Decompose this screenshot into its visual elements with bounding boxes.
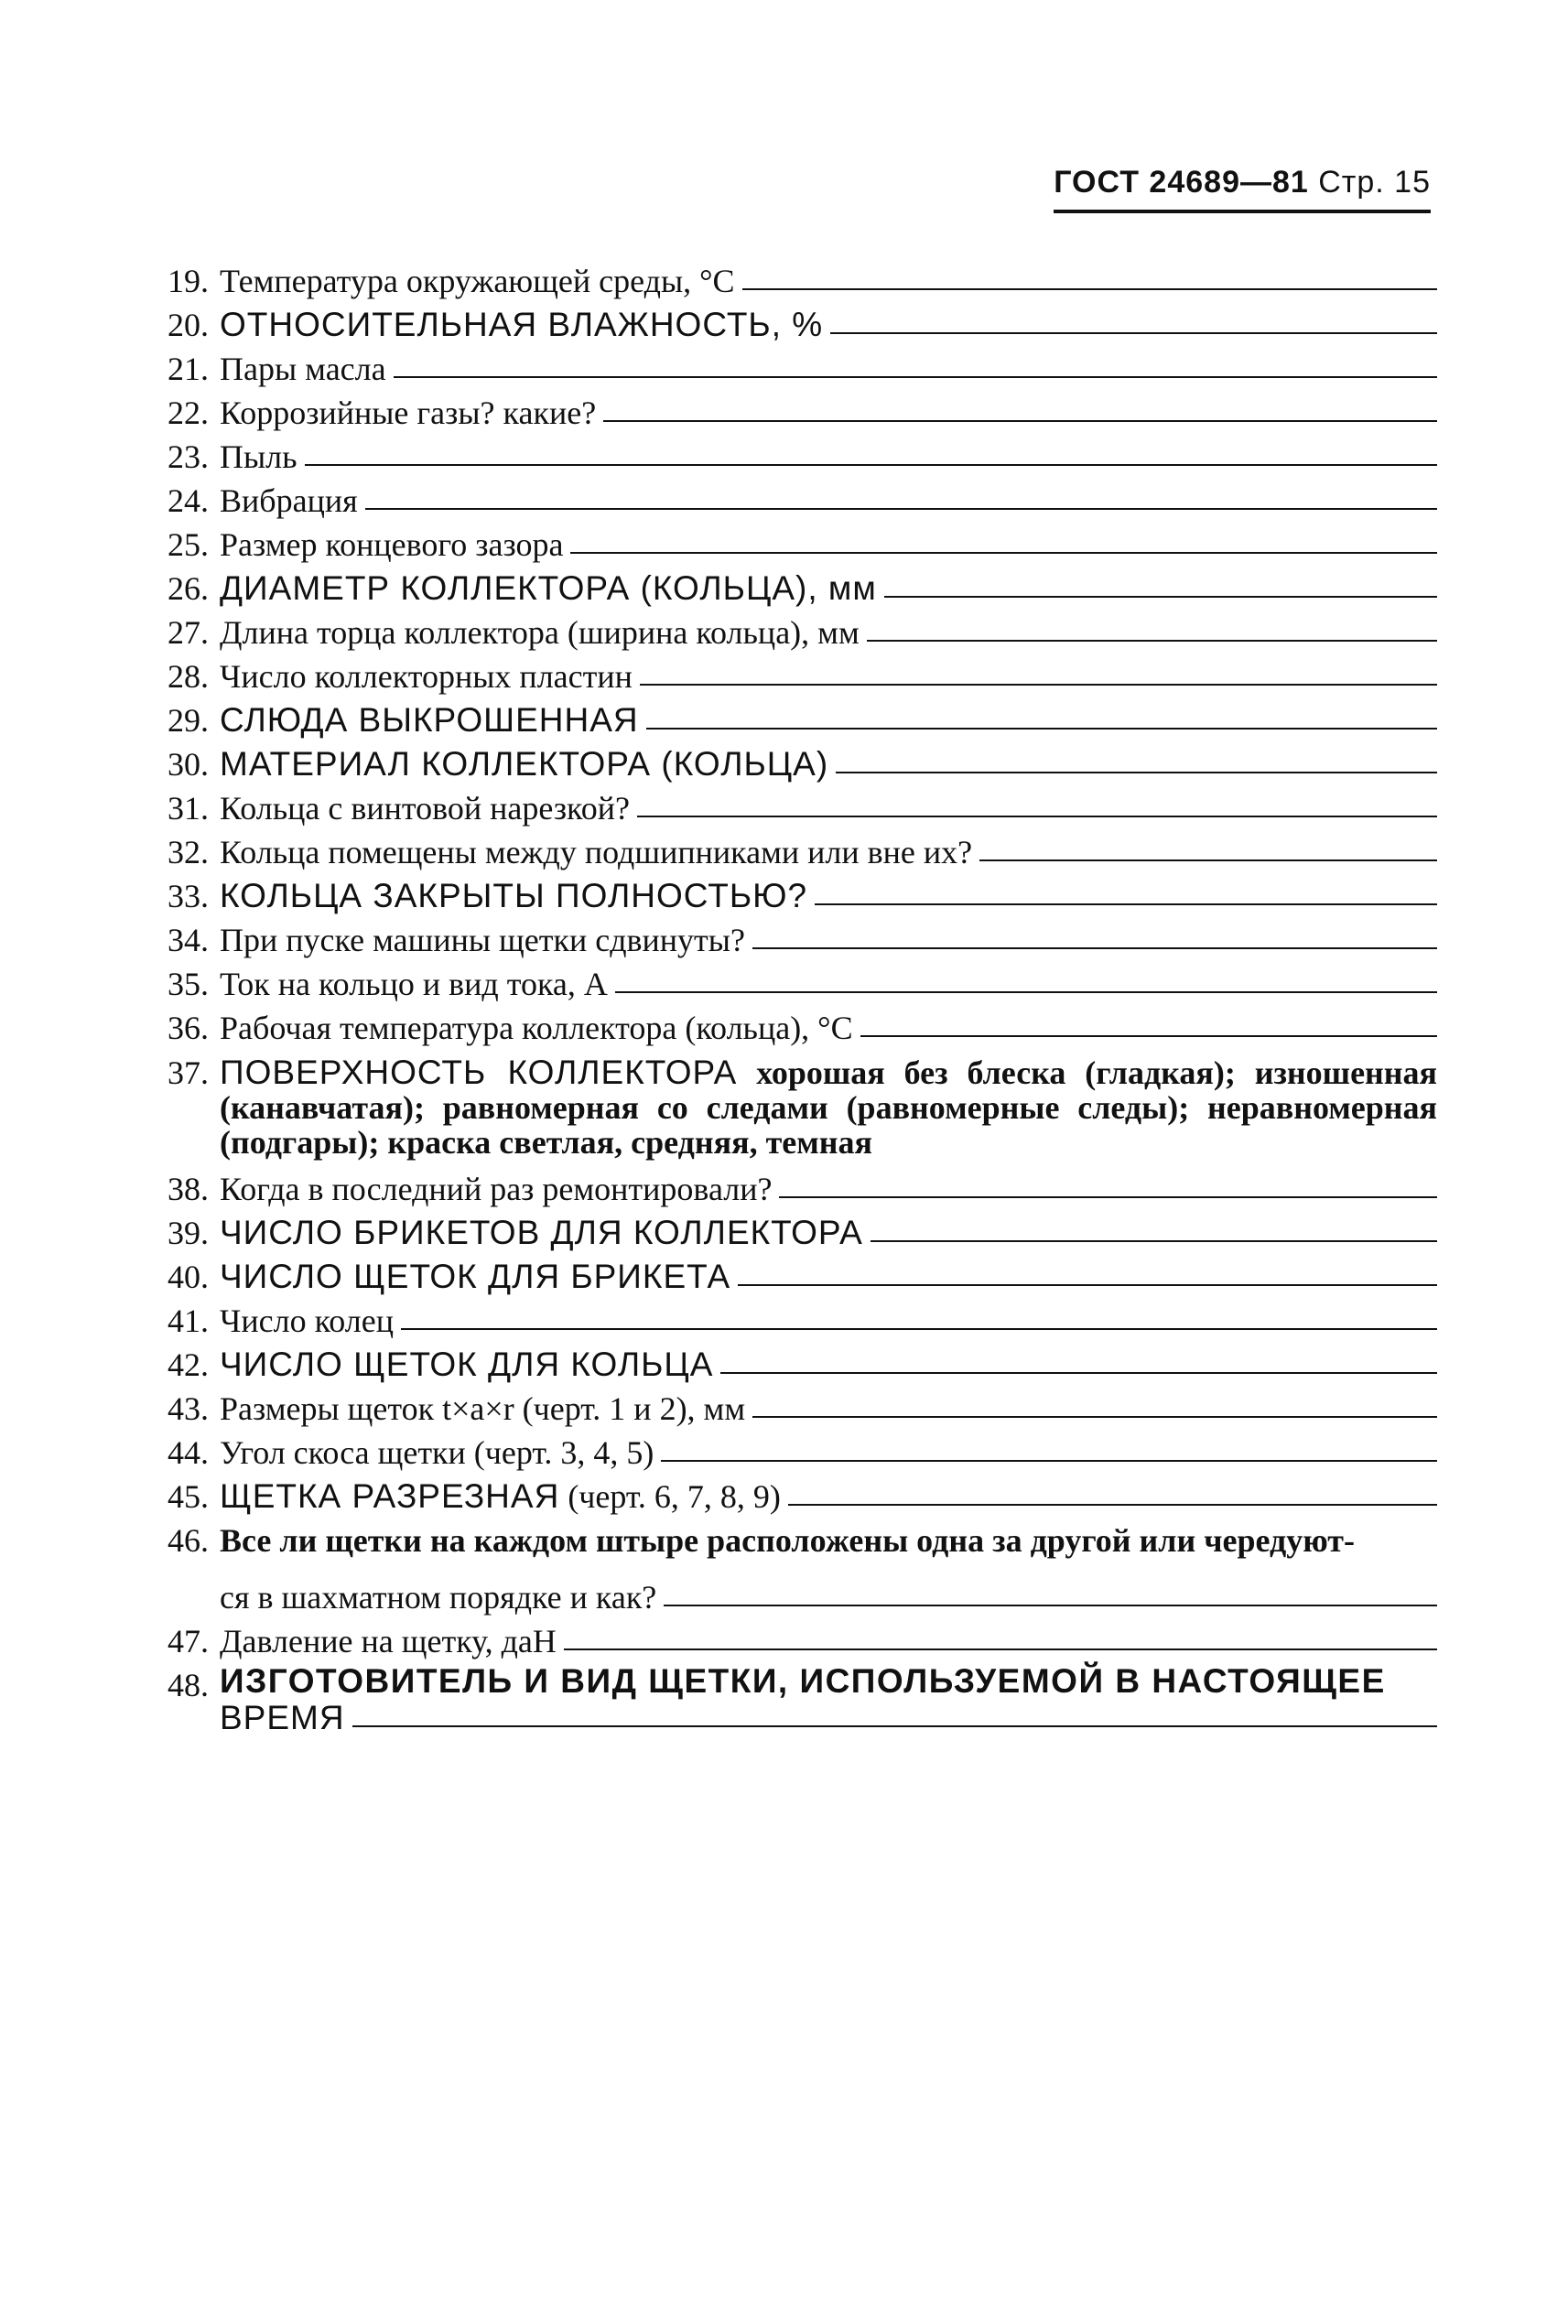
list-item: [146, 1006, 1437, 1050]
answer-line[interactable]: [352, 1724, 1437, 1727]
answer-line[interactable]: [646, 727, 1437, 730]
list-item: [146, 1387, 1437, 1431]
answer-line[interactable]: [752, 1415, 1437, 1418]
answer-line[interactable]: [867, 639, 1437, 642]
item-label: Температура окружающей среды, °С: [220, 263, 735, 299]
item-label: Когда в последний раз ремонтировали?: [220, 1171, 773, 1207]
page-number: Стр. 15: [1318, 165, 1431, 200]
item-number: 24.: [168, 482, 209, 519]
list-item: [146, 1663, 1437, 1736]
item-label-continued: ВРЕМЯ: [220, 1699, 345, 1736]
item-label: ИЗГОТОВИТЕЛЬ И ВИД ЩЕТКИ, ИСПОЛЬЗУЕМОЙ В НАСТОЯЩЕЕ: [220, 1662, 1386, 1700]
list-item: [146, 1055, 1437, 1160]
item-number: 19.: [168, 263, 209, 299]
answer-line[interactable]: [871, 1239, 1437, 1242]
item-label: Ток на кольцо и вид тока, А: [220, 966, 608, 1002]
list-item: [146, 435, 1437, 479]
answer-line[interactable]: [305, 463, 1437, 466]
list-item: [146, 698, 1437, 742]
list-item: [146, 1299, 1437, 1343]
item-number: 32.: [168, 834, 209, 870]
item-number: 38.: [168, 1171, 209, 1207]
item-label: Размер концевого зазора: [220, 526, 564, 563]
answer-line[interactable]: [738, 1283, 1437, 1286]
item-label-continued: ся в шахматном порядке и как?: [220, 1579, 657, 1616]
list-item: [146, 1519, 1437, 1619]
list-item: [146, 962, 1437, 1006]
item-label-group: [220, 1475, 788, 1519]
item-number: 42.: [168, 1346, 209, 1383]
list-item: [146, 1343, 1437, 1387]
answer-line[interactable]: [860, 1034, 1437, 1037]
item-label: ПОВЕРХНОСТЬ КОЛЛЕКТОРА: [220, 1054, 738, 1091]
list-item: [146, 830, 1437, 874]
item-number: 26.: [168, 570, 209, 607]
item-number: 30.: [168, 746, 209, 783]
list-item: [146, 874, 1437, 918]
item-number: 29.: [168, 702, 209, 739]
questionnaire-list: [146, 259, 1437, 1736]
item-number: 44.: [168, 1434, 209, 1471]
answer-line[interactable]: [603, 419, 1437, 422]
answer-line[interactable]: [836, 771, 1437, 773]
item-label: Рабочая температура коллектора (кольца), °С: [220, 1010, 853, 1046]
surface-description: [220, 1055, 1437, 1160]
answer-line[interactable]: [661, 1459, 1437, 1462]
list-item: [146, 259, 1437, 303]
item-number: 27.: [168, 614, 209, 651]
item-label: Угол скоса щетки (черт. 3, 4, 5): [220, 1434, 654, 1471]
answer-line[interactable]: [637, 815, 1437, 817]
item-number: 31.: [168, 790, 209, 827]
list-item: [146, 786, 1437, 830]
item-label: Длина торца коллектора (ширина кольца), мм: [220, 614, 860, 651]
list-item: [146, 479, 1437, 523]
answer-line[interactable]: [720, 1371, 1437, 1374]
item-number: 25.: [168, 526, 209, 563]
item-number: 35.: [168, 966, 209, 1002]
answer-line[interactable]: [664, 1604, 1437, 1606]
list-item: [146, 1475, 1437, 1519]
item-number: 45.: [168, 1478, 209, 1515]
answer-line[interactable]: [979, 859, 1437, 861]
item-label: Все ли щетки на каждом штыре расположены одна за другой или чередуют-: [220, 1522, 1355, 1559]
page-header: [1054, 165, 1431, 213]
item-number: 36.: [168, 1010, 209, 1046]
answer-line[interactable]: [564, 1648, 1437, 1650]
item-label: МАТЕРИАЛ КОЛЛЕКТОРА (КОЛЬЦА): [220, 745, 829, 783]
item-number: 23.: [168, 438, 209, 475]
item-number: 28.: [168, 658, 209, 695]
list-item: [146, 1167, 1437, 1211]
item-number: 33.: [168, 878, 209, 914]
item-label: Размеры щеток t×a×r (черт. 1 и 2), мм: [220, 1390, 746, 1427]
list-item: [146, 742, 1437, 786]
item-number: 47.: [168, 1623, 209, 1659]
answer-line[interactable]: [815, 903, 1437, 905]
list-item: [146, 303, 1437, 347]
list-item: [146, 567, 1437, 611]
item-number: 22.: [168, 395, 209, 431]
list-item: [146, 1619, 1437, 1663]
list-item: [146, 918, 1437, 962]
item-number: 34.: [168, 922, 209, 958]
item-number: 39.: [168, 1215, 209, 1251]
list-item: [146, 1255, 1437, 1299]
item-label: Число коллекторных пластин: [220, 658, 633, 695]
item-label: ЩЕТКА РАЗРЕЗНАЯ: [220, 1477, 560, 1515]
item-number: 21.: [168, 351, 209, 387]
item-label: Пары масла: [220, 351, 386, 387]
item-reference: (черт. 6, 7, 8, 9): [568, 1478, 781, 1515]
item-number: 46.: [168, 1522, 209, 1559]
answer-line[interactable]: [779, 1195, 1437, 1198]
item-number: 43.: [168, 1390, 209, 1427]
item-label: ЧИСЛО ЩЕТОК ДЛЯ КОЛЬЦА: [220, 1346, 714, 1383]
surface-options: хорошая без блеска (гладкая); изношенная (канавчатая); равномерная со следами (равномерные следы); неравномерная (подгары); краска светлая, средняя, темная: [220, 1054, 1438, 1161]
answer-line[interactable]: [752, 946, 1437, 949]
list-item: [146, 347, 1437, 391]
answer-line[interactable]: [401, 1327, 1437, 1330]
list-item: [146, 1431, 1437, 1475]
answer-line[interactable]: [570, 551, 1437, 554]
item-number: 48.: [168, 1667, 209, 1703]
answer-line[interactable]: [615, 990, 1437, 993]
item-label: При пуске машины щетки сдвинуты?: [220, 922, 745, 958]
list-item: [146, 1211, 1437, 1255]
gost-number: ГОСТ 24689—81: [1054, 165, 1309, 200]
answer-line[interactable]: [788, 1503, 1437, 1506]
list-item: [146, 523, 1437, 567]
item-number: 40.: [168, 1259, 209, 1295]
item-label: СЛЮДА ВЫКРОШЕННАЯ: [220, 701, 639, 739]
item-label: Кольца помещены между подшипниками или вне их?: [220, 834, 973, 870]
item-number: 37.: [168, 1054, 209, 1091]
answer-line[interactable]: [742, 287, 1437, 290]
item-label: Коррозийные газы? какие?: [220, 395, 597, 431]
item-number: 20.: [168, 307, 209, 343]
item-label: ЧИСЛО ЩЕТОК ДЛЯ БРИКЕТА: [220, 1258, 731, 1295]
item-label: Пыль: [220, 438, 297, 475]
answer-line[interactable]: [394, 375, 1437, 378]
item-label: Кольца с винтовой нарезкой?: [220, 790, 630, 827]
answer-line[interactable]: [640, 683, 1437, 686]
list-item: [146, 611, 1437, 654]
item-number: 41.: [168, 1303, 209, 1339]
list-item: [146, 391, 1437, 435]
answer-line[interactable]: [884, 595, 1437, 598]
item-label: Вибрация: [220, 482, 358, 519]
list-item: [146, 654, 1437, 698]
item-label: ОТНОСИТЕЛЬНАЯ ВЛАЖНОСТЬ, %: [220, 306, 824, 343]
answer-line[interactable]: [365, 507, 1437, 510]
item-label: Давление на щетку, даН: [220, 1623, 557, 1659]
item-label: ДИАМЕТР КОЛЛЕКТОРА (КОЛЬЦА), мм: [220, 569, 877, 607]
item-label: ЧИСЛО БРИКЕТОВ ДЛЯ КОЛЛЕКТОРА: [220, 1214, 863, 1251]
answer-line[interactable]: [830, 331, 1437, 334]
item-label: Число колец: [220, 1303, 395, 1339]
item-label: КОЛЬЦА ЗАКРЫТЫ ПОЛНОСТЬЮ?: [220, 877, 808, 914]
